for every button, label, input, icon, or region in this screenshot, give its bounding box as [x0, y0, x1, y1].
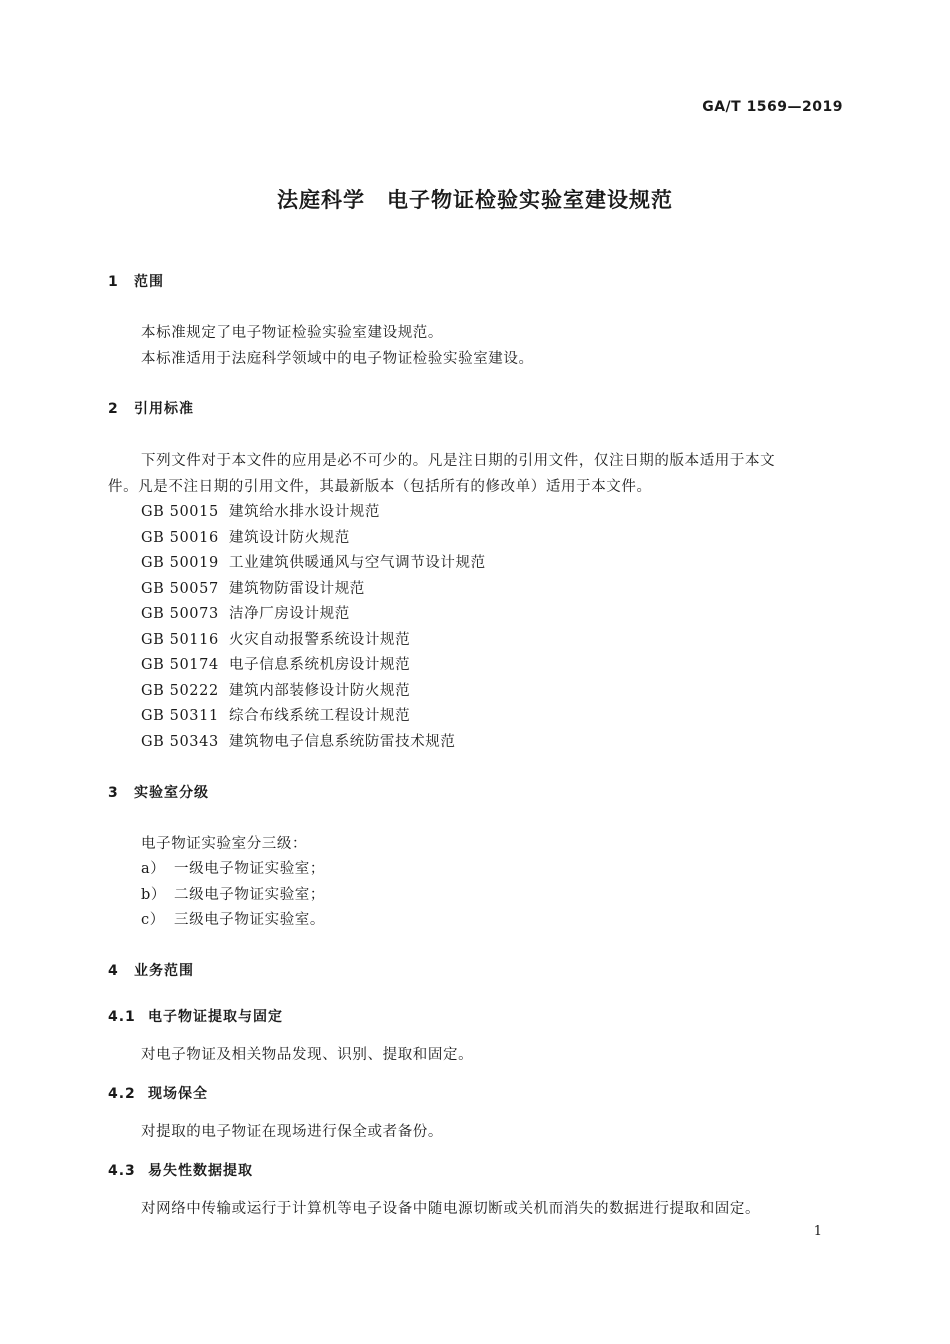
- reference-item: [141, 704, 410, 725]
- reference-name: 洁净厂房设计规范: [229, 606, 350, 622]
- subsection-4-1-heading: [108, 1006, 283, 1026]
- subsection-title: 电子物证提取与固定: [148, 1009, 283, 1025]
- subsection-title: 易失性数据提取: [148, 1163, 253, 1179]
- reference-code: GB 50015: [141, 504, 219, 520]
- reference-item: [141, 628, 410, 649]
- section-title: 范围: [134, 274, 164, 290]
- reference-code: GB 50116: [141, 632, 219, 648]
- reference-item: [141, 526, 350, 547]
- section-number: 3: [108, 785, 119, 801]
- reference-name: 建筑设计防火规范: [229, 530, 350, 546]
- list-item-text: 二级电子物证实验室；: [174, 887, 325, 903]
- reference-code: GB 50343: [141, 734, 219, 750]
- subsection-4-2-heading: [108, 1083, 208, 1103]
- paragraph: 下列文件对于本文件的应用是必不可少的。凡是注日期的引用文件，仅注日期的版本适用于本文: [141, 453, 776, 469]
- reference-item: [141, 602, 350, 623]
- paragraph: 电子物证实验室分三级：: [141, 836, 308, 852]
- subsection-title: 现场保全: [148, 1086, 208, 1102]
- reference-item: [141, 679, 410, 700]
- paragraph: 本标准适用于法庭科学领域中的电子物证检验实验室建设。: [141, 351, 534, 367]
- subsection-number: 4.2: [108, 1086, 136, 1102]
- reference-name: 建筑内部装修设计防火规范: [229, 683, 411, 699]
- section-number: 1: [108, 274, 119, 290]
- section-title: 引用标准: [134, 401, 194, 417]
- reference-name: 综合布线系统工程设计规范: [229, 708, 411, 724]
- reference-name: 建筑物防雷设计规范: [229, 581, 365, 597]
- section-title: 业务范围: [134, 963, 194, 979]
- standard-code: GA/T 1569—2019: [702, 99, 843, 115]
- section-number: 4: [108, 963, 119, 979]
- list-item: [141, 883, 325, 904]
- document-title: 法庭科学 电子物证检验实验室建设规范: [277, 188, 673, 212]
- section-2-heading: [108, 398, 194, 418]
- list-item-label: b）: [141, 887, 166, 903]
- list-item-text: 三级电子物证实验室。: [174, 912, 325, 928]
- reference-item: [141, 730, 456, 751]
- list-item: [141, 857, 325, 878]
- list-item-label: c）: [141, 912, 165, 928]
- reference-code: GB 50016: [141, 530, 219, 546]
- reference-name: 工业建筑供暖通风与空气调节设计规范: [229, 555, 486, 571]
- reference-code: GB 50174: [141, 657, 219, 673]
- reference-name: 建筑给水排水设计规范: [229, 504, 380, 520]
- subsection-4-3-heading: [108, 1160, 253, 1180]
- reference-code: GB 50311: [141, 708, 219, 724]
- list-item: [141, 908, 325, 929]
- reference-name: 火灾自动报警系统设计规范: [229, 632, 411, 648]
- list-item-text: 一级电子物证实验室；: [174, 861, 325, 877]
- section-number: 2: [108, 401, 119, 417]
- reference-item: [141, 500, 380, 521]
- reference-code: GB 50073: [141, 606, 219, 622]
- reference-item: [141, 653, 410, 674]
- section-title: 实验室分级: [134, 785, 209, 801]
- reference-code: GB 50019: [141, 555, 219, 571]
- reference-code: GB 50057: [141, 581, 219, 597]
- reference-item: [141, 551, 486, 572]
- paragraph: 本标准规定了电子物证检验实验室建设规范。: [141, 325, 443, 341]
- subsection-number: 4.1: [108, 1009, 136, 1025]
- paragraph: 件。凡是不注日期的引用文件，其最新版本（包括所有的修改单）适用于本文件。: [108, 479, 652, 495]
- section-1-heading: [108, 271, 164, 291]
- page-number: 1: [813, 1224, 822, 1239]
- section-4-heading: [108, 960, 194, 980]
- section-3-heading: [108, 782, 209, 802]
- reference-name: 电子信息系统机房设计规范: [229, 657, 411, 673]
- reference-item: [141, 577, 365, 598]
- subsection-number: 4.3: [108, 1163, 136, 1179]
- paragraph: 对提取的电子物证在现场进行保全或者备份。: [141, 1124, 443, 1140]
- list-item-label: a）: [141, 861, 166, 877]
- paragraph: 对电子物证及相关物品发现、识别、提取和固定。: [141, 1047, 474, 1063]
- reference-name: 建筑物电子信息系统防雷技术规范: [229, 734, 456, 750]
- paragraph: 对网络中传输或运行于计算机等电子设备中随电源切断或关机而消失的数据进行提取和固定。: [141, 1201, 761, 1217]
- reference-code: GB 50222: [141, 683, 219, 699]
